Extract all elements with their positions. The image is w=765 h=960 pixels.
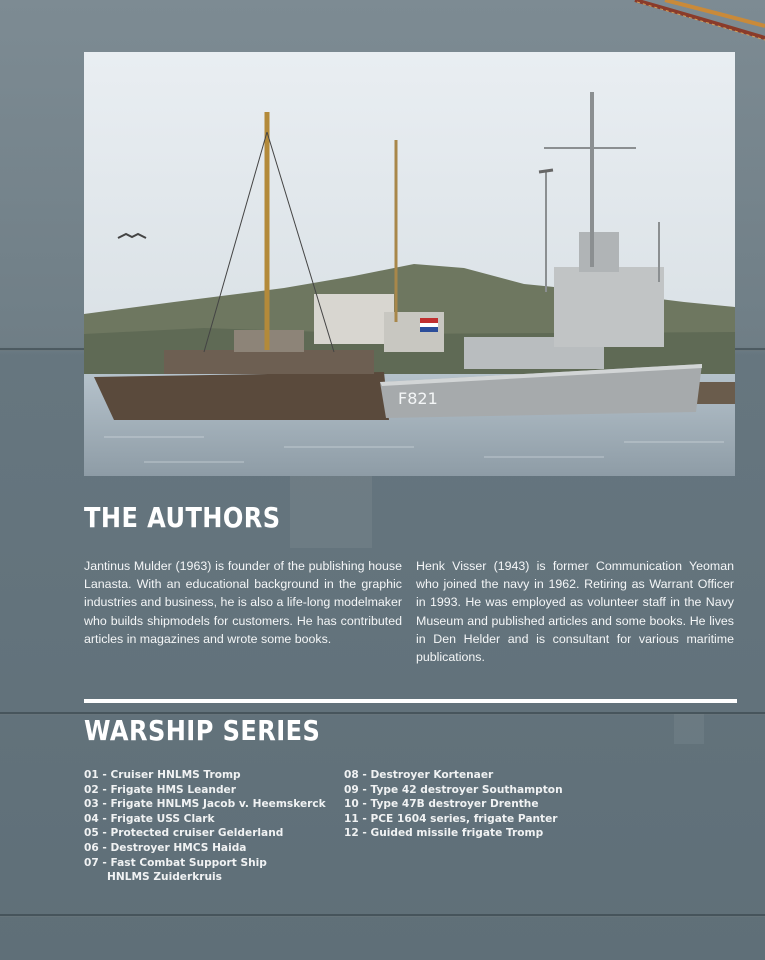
authors-heading: THE AUTHORS	[84, 501, 281, 534]
list-item: 06 - Destroyer HMCS Haida	[84, 841, 247, 854]
list-item: 03 - Frigate HNLMS Jacob v. Heemskerck	[84, 798, 326, 811]
hull-plate-seam	[0, 914, 765, 917]
paint-patch	[290, 476, 372, 548]
list-item: 12 - Guided missile frigate Tromp	[344, 827, 544, 840]
list-item: 02 - Frigate HMS Leander	[84, 783, 236, 796]
author-bio-mulder: Jantinus Mulder (1963) is founder of the publishing house Lanasta. With an educational background in the graphic industries and business, he is also a life-long modelmaker who builds shipmodels for customers. He has contributed articles in magazines and wrote some books.	[84, 559, 402, 646]
list-item-continuation: HNLMS Zuiderkruis	[107, 871, 222, 884]
list-item: 10 - Type 47B destroyer Drenthe	[344, 798, 539, 811]
series-list-left	[84, 768, 326, 885]
series-list-right	[344, 768, 563, 841]
hull-number: F821	[398, 389, 438, 408]
list-item: 04 - Frigate USS Clark	[84, 812, 215, 825]
list-item: 11 - PCE 1604 series, frigate Panter	[344, 812, 558, 825]
cover-photo	[84, 52, 735, 476]
author-bio-visser: Henk Visser (1943) is former Communication Yeoman who joined the navy in 1962. Retiring as Warrant Officer in 1993. He was employed as volunteer staff in the Navy Museum and published articles and some books. He lives in Den Helder and is consultant for various maritime publications.	[416, 559, 734, 665]
paint-patch	[674, 714, 704, 744]
list-item: 01 - Cruiser HNLMS Tromp	[84, 769, 241, 781]
series-heading: WARSHIP SERIES	[84, 714, 321, 747]
list-item: 07 - Fast Combat Support Ship	[84, 856, 267, 869]
section-divider	[84, 699, 737, 703]
rope-decoration	[465, 0, 765, 60]
list-item: 09 - Type 42 destroyer Southampton	[344, 783, 563, 796]
list-item: 05 - Protected cruiser Gelderland	[84, 827, 284, 840]
list-item: 08 - Destroyer Kortenaer	[344, 769, 494, 781]
